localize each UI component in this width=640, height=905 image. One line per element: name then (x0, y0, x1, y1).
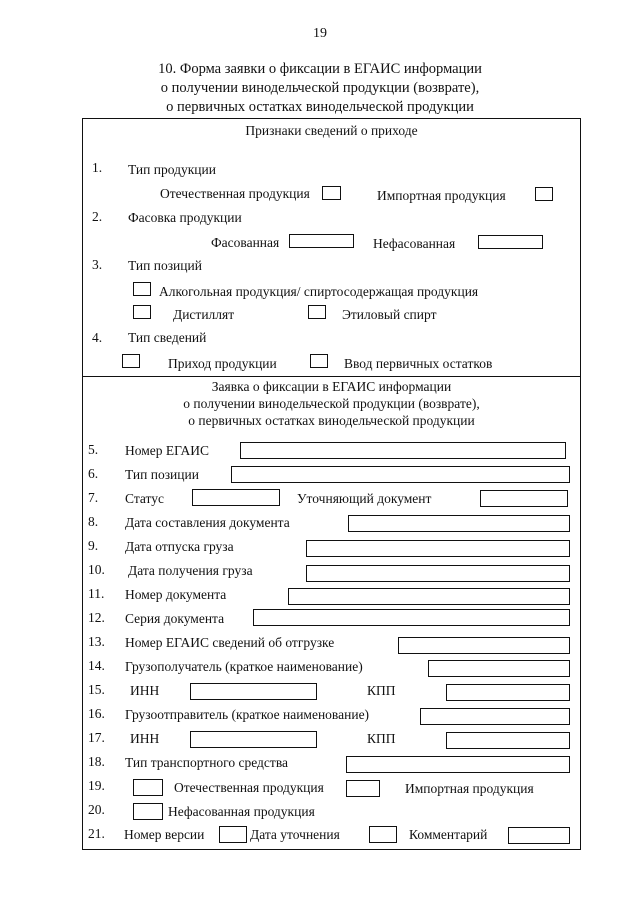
checkbox-initial-balance[interactable] (310, 354, 328, 368)
item-label-consignee: Грузополучатель (краткое наименование) (125, 659, 363, 674)
option-label-imported: Импортная продукция (377, 188, 506, 203)
egais-number-input[interactable] (240, 442, 566, 459)
position-type-input[interactable] (231, 466, 570, 483)
item-number: 5. (88, 442, 99, 457)
form-title-line-1: 10. Форма заявки о фиксации в ЕГАИС информации (158, 61, 482, 77)
item-label-position-type: Тип позиции (125, 467, 199, 482)
option-label-product-receipt: Приход продукции (168, 356, 277, 371)
section1-header: Признаки сведений о приходе (245, 123, 418, 138)
option-label-initial-balance: Ввод первичных остатков (344, 356, 493, 371)
checkbox-imported-product[interactable] (535, 187, 553, 201)
item-label-receipt-date: Дата получения груза (128, 563, 253, 578)
checkbox-product-receipt[interactable] (122, 354, 140, 368)
item-label-consignee-kpp: КПП (367, 683, 396, 698)
item-label-consignor-inn: ИНН (130, 731, 160, 746)
item-label-consignee-inn: ИНН (130, 683, 160, 698)
checkbox-imported-product-2[interactable] (346, 780, 380, 797)
status-input[interactable] (192, 489, 280, 506)
item-label-egais-number: Номер ЕГАИС (125, 443, 209, 458)
comment-input[interactable] (508, 827, 570, 844)
item-label-packaging: Фасовка продукции (128, 210, 242, 225)
item-number: 13. (88, 634, 105, 649)
item-number: 8. (88, 514, 99, 529)
document-number-input[interactable] (288, 588, 570, 605)
option-label-bulk-product: Нефасованная продукция (168, 804, 315, 819)
item-label-document-date: Дата составления документа (125, 515, 290, 530)
receipt-date-input[interactable] (306, 565, 570, 582)
item-number: 16. (88, 706, 105, 721)
item-label-position-type: Тип позиций (128, 258, 202, 273)
shipment-date-input[interactable] (306, 540, 570, 557)
option-label-packaged: Фасованная (211, 235, 280, 250)
option-label-ethyl-alcohol: Этиловый спирт (342, 307, 437, 322)
item-number: 19. (88, 778, 105, 793)
section2-header-line-1: Заявка о фиксации в ЕГАИС информации (211, 379, 452, 394)
item-label-document-series: Серия документа (125, 611, 225, 626)
checkbox-ethyl-alcohol[interactable] (308, 305, 326, 319)
shipment-egais-number-input[interactable] (398, 637, 570, 654)
vehicle-type-input[interactable] (346, 756, 570, 773)
option-label-distillate: Дистиллят (173, 307, 235, 322)
item-label-version-number: Номер версии (124, 827, 205, 842)
item-label-clarifying-document: Уточняющий документ (297, 491, 432, 506)
item-number: 21. (88, 826, 105, 841)
item-label-comment: Комментарий (409, 827, 488, 842)
checkbox-alcohol-product[interactable] (133, 282, 151, 296)
document-series-input[interactable] (253, 609, 570, 626)
item-number: 1. (92, 160, 103, 175)
form-title-line-2: о получении винодельческой продукции (возврате), (160, 80, 480, 96)
version-number-input[interactable] (219, 826, 247, 843)
consignee-kpp-input[interactable] (446, 684, 570, 701)
page-number: 19 (313, 26, 327, 41)
item-label-clarification-date: Дата уточнения (250, 827, 340, 842)
item-label-vehicle-type: Тип транспортного средства (125, 755, 289, 770)
item-number: 3. (92, 257, 103, 272)
item-number: 4. (92, 330, 103, 345)
checkbox-distillate[interactable] (133, 305, 151, 319)
document-date-input[interactable] (348, 515, 570, 532)
item-label-info-type: Тип сведений (128, 330, 207, 345)
section2-header-line-2: о получении винодельческой продукции (возврате), (183, 396, 480, 411)
item-number: 2. (92, 209, 103, 224)
section2-header-line-3: о первичных остатках винодельческой продукции (188, 413, 475, 428)
item-number: 15. (88, 682, 105, 697)
item-number: 17. (88, 730, 105, 745)
checkbox-domestic-product[interactable] (322, 186, 341, 200)
item-number: 12. (88, 610, 105, 625)
item-number: 14. (88, 658, 105, 673)
item-label-shipment-date: Дата отпуска груза (125, 539, 234, 554)
item-label-shipment-egais-number: Номер ЕГАИС сведений об отгрузке (125, 635, 335, 650)
consignor-input[interactable] (420, 708, 570, 725)
checkbox-packaged[interactable] (289, 234, 354, 248)
option-label-bulk: Нефасованная (373, 236, 456, 251)
item-label-consignor-kpp: КПП (367, 731, 396, 746)
item-number: 18. (88, 754, 105, 769)
clarifying-document-input[interactable] (480, 490, 568, 507)
item-label-product-type: Тип продукции (128, 162, 216, 177)
option-label-domestic: Отечественная продукция (160, 186, 310, 201)
item-label-document-number: Номер документа (125, 587, 227, 602)
consignee-inn-input[interactable] (190, 683, 317, 700)
item-label-consignor: Грузоотправитель (краткое наименование) (125, 707, 370, 722)
item-number: 6. (88, 466, 99, 481)
clarification-date-input[interactable] (369, 826, 397, 843)
option-label-alcohol-product: Алкогольная продукция/ спиртосодержащая продукция (159, 284, 479, 299)
checkbox-bulk-product[interactable] (133, 803, 163, 820)
checkbox-domestic-product-2[interactable] (133, 779, 163, 796)
section-divider (82, 376, 581, 377)
option-label-domestic-2: Отечественная продукция (174, 780, 324, 795)
item-number: 10. (88, 562, 105, 577)
checkbox-bulk[interactable] (478, 235, 543, 249)
consignee-input[interactable] (428, 660, 570, 677)
consignor-inn-input[interactable] (190, 731, 317, 748)
item-number: 9. (88, 538, 99, 553)
option-label-imported-2: Импортная продукция (405, 781, 534, 796)
item-number: 11. (88, 586, 105, 601)
item-label-status: Статус (125, 491, 164, 506)
item-number: 20. (88, 802, 105, 817)
item-number: 7. (88, 490, 99, 505)
consignor-kpp-input[interactable] (446, 732, 570, 749)
form-title-line-3: о первичных остатках винодельческой продукции (166, 99, 474, 115)
